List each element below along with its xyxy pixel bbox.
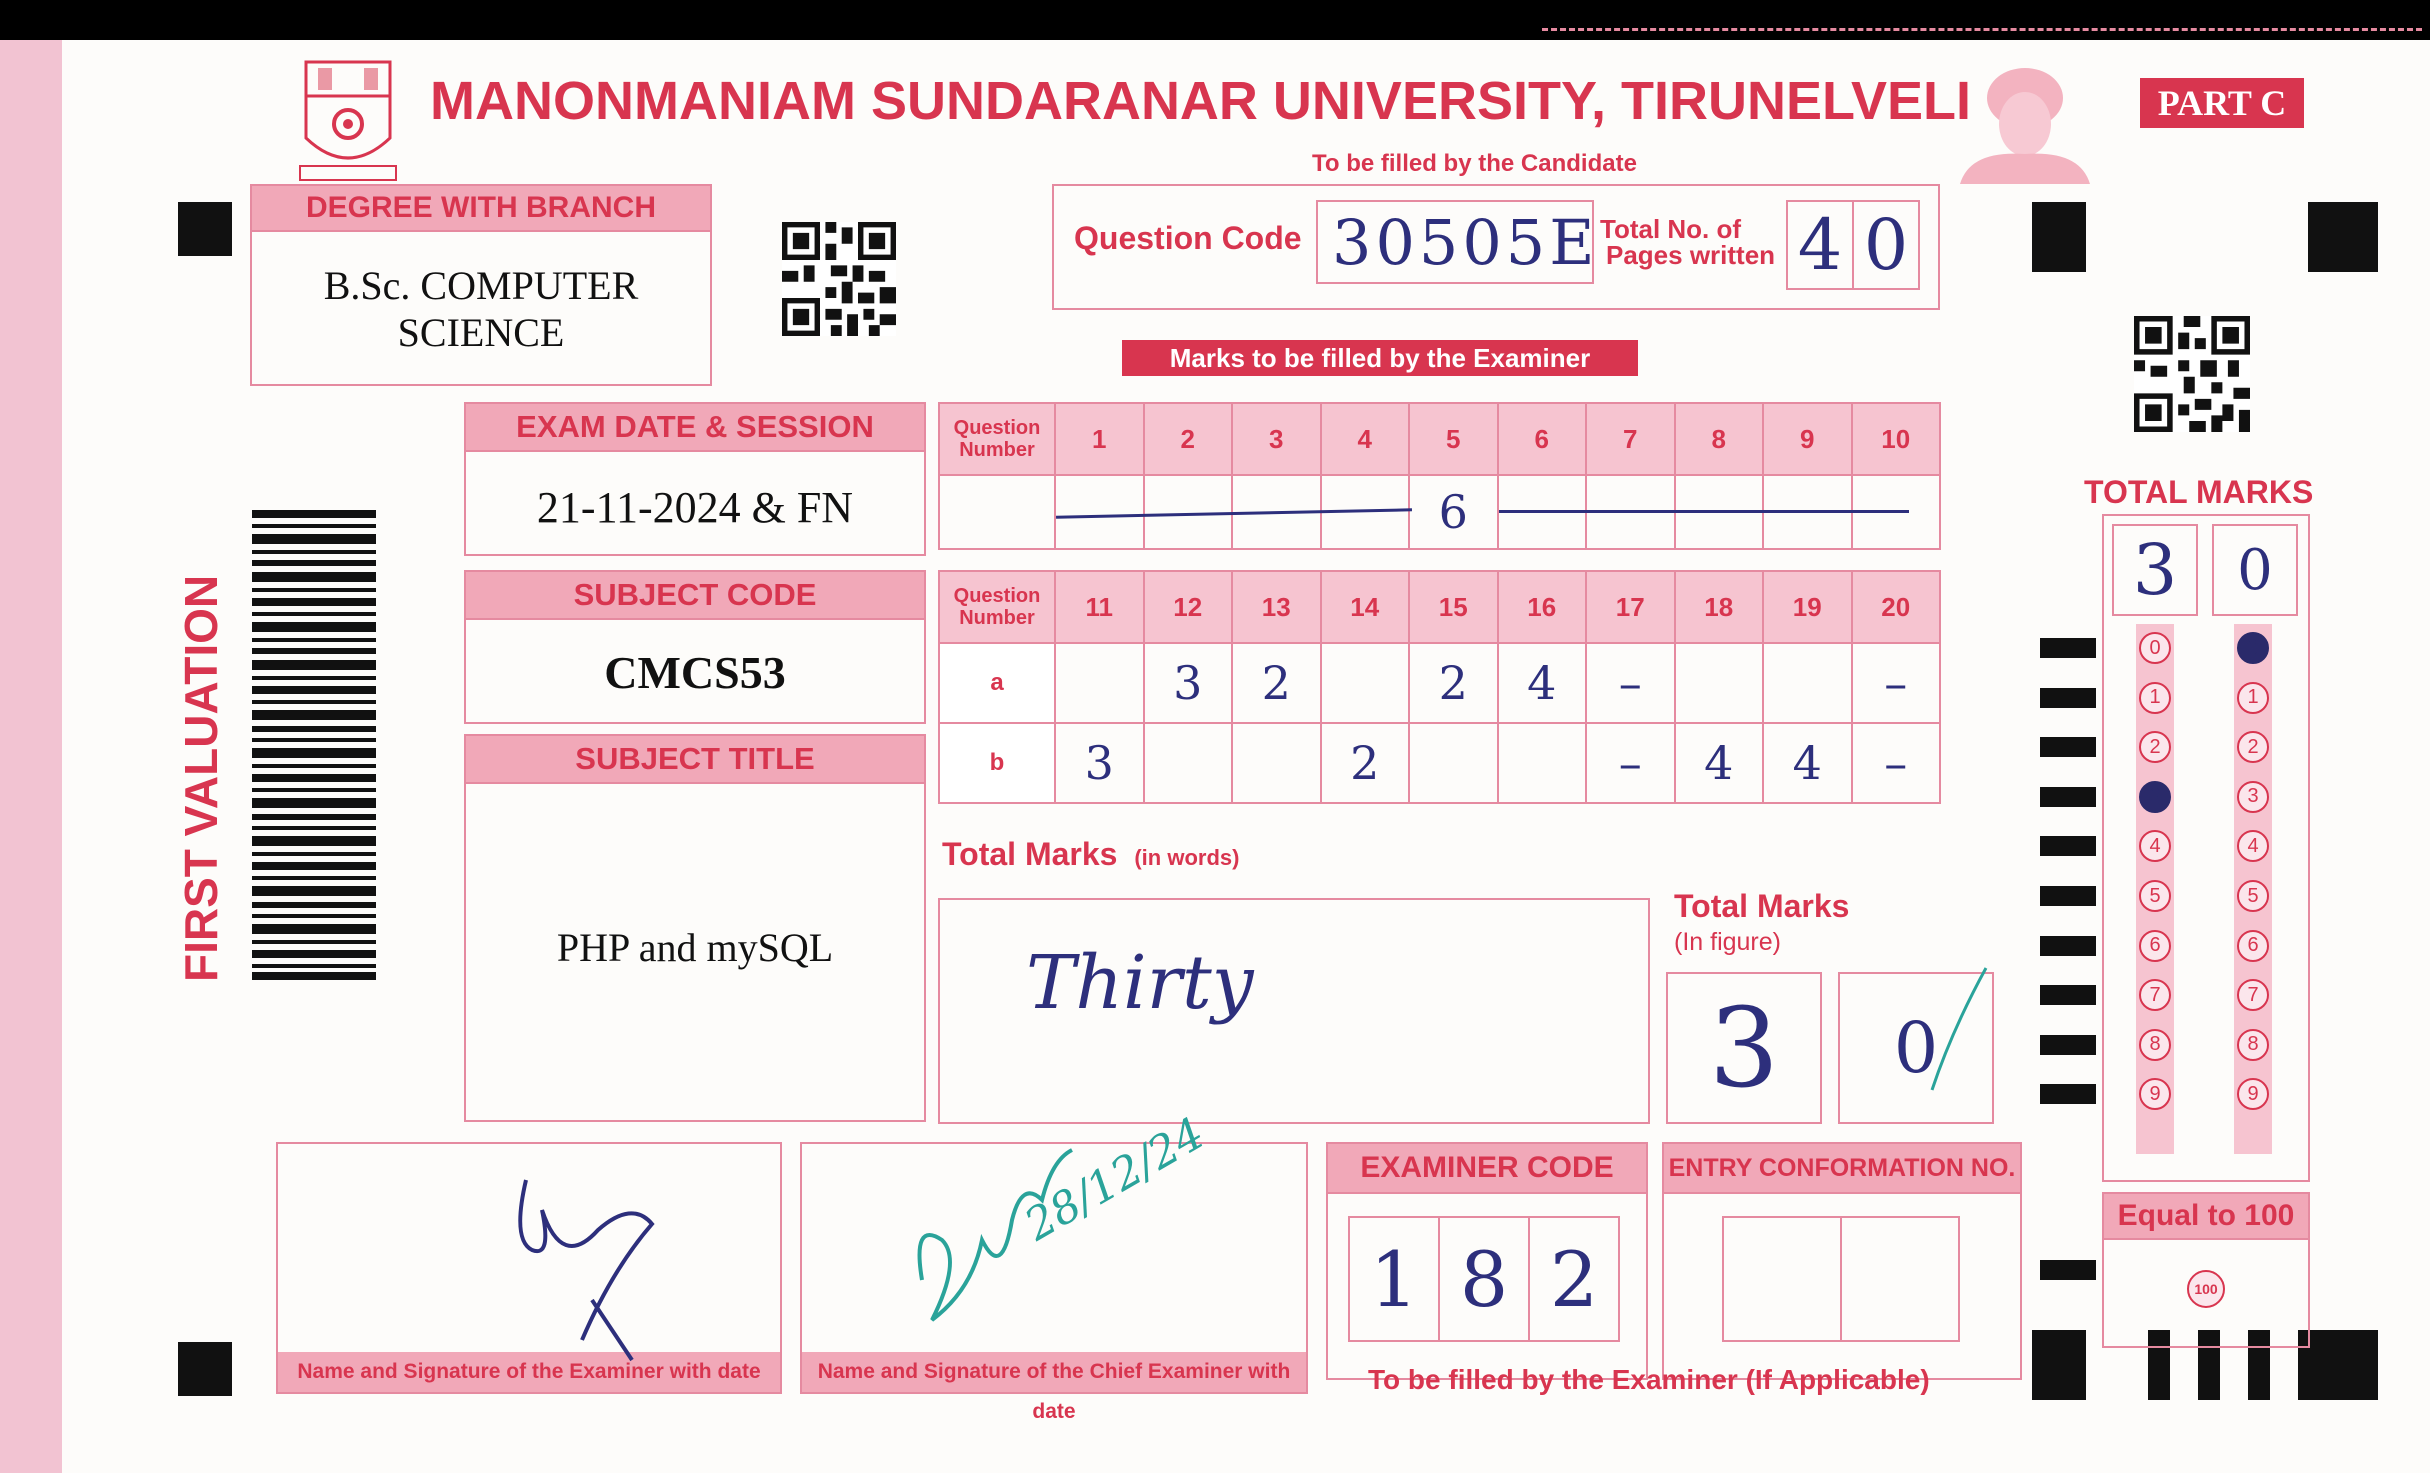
dash-line [1499,510,1909,513]
question-number-12: 12 [1143,570,1234,644]
mark-cell-q13b[interactable] [1231,722,1322,804]
omr-col1-bubble-1[interactable]: 1 [2139,682,2171,714]
mark-cell-q5[interactable] [1408,474,1499,550]
mark-cell-q14a[interactable] [1320,642,1411,724]
degree-box [250,184,712,386]
mark-q20b: – [1884,736,1908,790]
answer-sheet [62,40,2430,1473]
tick-mark-icon [1922,960,1992,1100]
omr-col1-bubble-6[interactable]: 6 [2139,930,2171,962]
omr-col2-bubble-3[interactable]: 3 [2237,781,2269,813]
part-badge [2140,78,2304,128]
exam-date-value: 21-11-2024 & FN [536,483,854,532]
question-number-10: 10 [1851,402,1942,476]
omr-col2-bubble-9[interactable]: 9 [2237,1078,2269,1110]
total-figure-label: Total Marks [1674,888,1850,924]
registration-mark [178,202,232,256]
question-number-16: 16 [1497,570,1588,644]
mark-cell-q1[interactable] [1054,474,1145,550]
part-label: PART C [2157,83,2287,123]
total-words-value: Thirty [1026,940,1254,1026]
omr-col1-bubble-8[interactable]: 8 [2139,1029,2171,1061]
subject-title-box [464,734,926,1122]
examiner-code-field-2[interactable] [1438,1216,1530,1342]
candidate-note: To be filled by the Candidate [1312,150,1637,177]
examiner-code-label: EXAMINER CODE [1328,1144,1646,1194]
omr-col2-bubble-1[interactable]: 1 [2237,682,2269,714]
question-number-6: 6 [1497,402,1588,476]
total-figure-digit-1-field[interactable] [1666,972,1822,1124]
examiner-signature-icon [502,1170,702,1370]
omr-col2-bubble-2[interactable]: 2 [2237,731,2269,763]
examiner-code-field-3[interactable] [1528,1216,1620,1342]
omr-col2-bubble-7[interactable]: 7 [2237,979,2269,1011]
subject-title-value: PHP and mySQL [556,925,834,970]
timing-mark [2040,886,2096,906]
mark-q20a: – [1884,656,1908,710]
examiner-note-banner [1122,340,1638,376]
examiner-code-field-1[interactable] [1348,1216,1440,1342]
mark-cell-q13a[interactable] [1231,642,1322,724]
omr-col1-bubble-4[interactable]: 4 [2139,830,2171,862]
question-number-11: 11 [1054,570,1145,644]
subject-code-value: CMCS53 [604,647,786,698]
omr-digit-1: 3 [2132,529,2178,611]
omr-digit-2: 0 [2237,537,2273,603]
question-number-7: 7 [1585,402,1676,476]
examiner-signature-label: Name and Signature of the Examiner with date [278,1352,780,1392]
total-words-title: Total Marks [942,836,1118,872]
equal-to-bubble[interactable] [2187,1270,2225,1308]
question-header-line-2: Number [959,607,1035,629]
examiner-code-digit-3: 2 [1549,1234,1599,1324]
pages-label-2: Pages written [1606,240,1776,270]
equal-to-label: Equal to 100 [2104,1194,2308,1240]
total-words-sub: (in words) [1134,845,1240,870]
degree-line-1: B.Sc. COMPUTER [323,263,639,308]
mark-q18b: 4 [1704,736,1734,790]
total-figure-sub: (In figure) [1674,928,1781,956]
omr-col2-bubble-5[interactable]: 5 [2237,880,2269,912]
subject-code-label: SUBJECT CODE [466,572,924,620]
qr-code-icon [2134,316,2250,432]
timing-mark [2040,1035,2096,1055]
exam-date-label: EXAM DATE & SESSION [466,404,924,452]
question-number-header [938,570,1056,644]
mark-cell-q18b[interactable] [1674,722,1765,804]
mark-q11b: 3 [1084,736,1114,790]
examiner-note: Marks to be filled by the Examiner [1169,343,1591,373]
timing-mark [2040,787,2096,807]
question-number-8: 8 [1674,402,1765,476]
omr-col1-bubble-9[interactable]: 9 [2139,1078,2171,1110]
registration-mark [2032,1330,2086,1400]
omr-col2-bubble-4[interactable]: 4 [2237,830,2269,862]
question-number-4: 4 [1320,402,1411,476]
tear-line [1542,28,2422,31]
exam-date-box [464,402,926,556]
mark-cell-q15b[interactable] [1408,722,1499,804]
question-number-2: 2 [1143,402,1234,476]
total-words-label [942,836,1239,873]
question-code-label: Question Code [1074,220,1302,256]
timing-mark [2040,936,2096,956]
question-code-value: 30505E [1332,206,1599,279]
question-number-14: 14 [1320,570,1411,644]
mark-q16a: 4 [1527,656,1557,710]
portrait-icon [1950,58,2100,184]
omr-col1-bubble-7[interactable]: 7 [2139,979,2171,1011]
question-header-line-1: Question [953,585,1041,607]
mark-q17b: – [1618,736,1642,790]
mark-cell-q16b[interactable] [1497,722,1588,804]
chief-signature-date: 28/12/24 [1016,1108,1214,1251]
barcode-icon [252,510,376,980]
mark-cell-q17a[interactable] [1585,642,1676,724]
row-a-label: a [938,642,1056,724]
question-number-header [938,402,1056,476]
entry-conf-field-1[interactable] [1722,1216,1842,1342]
university-name: MANONMANIAM SUNDARANAR UNIVERSITY, TIRUNELVELI [430,71,1972,131]
row-b-label: b [938,722,1056,804]
mark-cell-q16a[interactable] [1497,642,1588,724]
examiner-code-digit-1: 1 [1369,1234,1419,1324]
footer-note: To be filled by the Examiner (If Applicable) [1368,1364,1930,1395]
pages-digit-1-field[interactable] [1786,200,1854,290]
total-figure-digit-2: 0 [1893,1007,1939,1089]
question-header-line-1: Question [953,417,1041,439]
qr-code-icon [782,222,896,336]
perforated-strip [0,40,70,1473]
mark-cell-q12b[interactable] [1143,722,1234,804]
mark-q13a: 2 [1261,656,1291,710]
subject-code-box [464,570,926,724]
mark-cell-q14b[interactable] [1320,722,1411,804]
timing-mark [2040,1260,2096,1280]
mark-q5: 6 [1438,485,1468,539]
total-figure-digit-1: 3 [1709,984,1779,1112]
entry-conf-label: ENTRY CONFORMATION NO. [1664,1144,2020,1194]
timing-mark [2040,1084,2096,1104]
mark-cell-q19a[interactable] [1762,642,1853,724]
mark-cell-q11a[interactable] [1054,642,1145,724]
pages-label-1: Total No. of [1600,214,1742,244]
mark-q19b: 4 [1792,736,1822,790]
question-number-9: 9 [1762,402,1853,476]
equal-to-bubble-label: 100 [2194,1281,2218,1297]
omr-col1-bubble-3[interactable]: 3 [2139,781,2171,813]
omr-col2-bubble-0[interactable]: 0 [2237,632,2269,664]
mark-q12a: 3 [1173,656,1203,710]
chief-signature-label: Name and Signature of the Chief Examiner with date [802,1352,1306,1392]
omr-col2-bubble-6[interactable]: 6 [2237,930,2269,962]
mark-cell-q12a[interactable] [1143,642,1234,724]
mark-q15a: 2 [1438,656,1468,710]
timing-mark [2040,688,2096,708]
question-number-13: 13 [1231,570,1322,644]
mark-cell-q19b[interactable] [1762,722,1853,804]
pages-digit-2-field[interactable] [1852,200,1920,290]
pages-digit-1: 4 [1797,204,1843,286]
question-number-17: 17 [1585,570,1676,644]
mark-cell-q17b[interactable] [1585,722,1676,804]
omr-col1-bubble-2[interactable]: 2 [2139,731,2171,763]
omr-col2-bubble-8[interactable]: 8 [2237,1029,2269,1061]
timing-mark [2040,985,2096,1005]
mark-cell-q20a[interactable] [1851,642,1942,724]
mark-q14b: 2 [1350,736,1380,790]
mark-cell-q18a[interactable] [1674,642,1765,724]
registration-mark [2032,202,2086,272]
registration-mark [2308,202,2378,272]
registration-mark [2298,1330,2378,1400]
mark-cell-q11b[interactable] [1054,722,1145,804]
omr-digit-1-field[interactable] [2112,524,2198,616]
question-number-3: 3 [1231,402,1322,476]
omr-col1-bubble-5[interactable]: 5 [2139,880,2171,912]
mark-cell-q20b[interactable] [1851,722,1942,804]
row-label-cell [938,474,1056,550]
question-number-18: 18 [1674,570,1765,644]
timing-mark [2040,638,2096,658]
degree-label: DEGREE WITH BRANCH [252,186,710,232]
omr-digit-2-field[interactable] [2212,524,2298,616]
question-number-19: 19 [1762,570,1853,644]
timing-mark [2040,737,2096,757]
university-logo-icon [298,58,398,188]
entry-conf-field-2[interactable] [1840,1216,1960,1342]
registration-mark [178,1342,232,1396]
question-number-15: 15 [1408,570,1499,644]
mark-q17a: – [1618,656,1642,710]
timing-mark [2040,836,2096,856]
question-number-5: 5 [1408,402,1499,476]
examiner-code-digit-2: 8 [1459,1234,1509,1324]
question-number-20: 20 [1851,570,1942,644]
omr-col1-bubble-0[interactable]: 0 [2139,632,2171,664]
degree-line-2: SCIENCE [397,310,565,355]
subject-title-label: SUBJECT TITLE [466,736,924,784]
first-valuation-label: FIRST VALUATION [175,574,227,982]
total-marks-omr-label: TOTAL MARKS [2084,474,2314,510]
mark-cell-q15a[interactable] [1408,642,1499,724]
question-number-1: 1 [1054,402,1145,476]
pages-digit-2: 0 [1863,204,1909,286]
question-header-line-2: Number [959,439,1035,461]
